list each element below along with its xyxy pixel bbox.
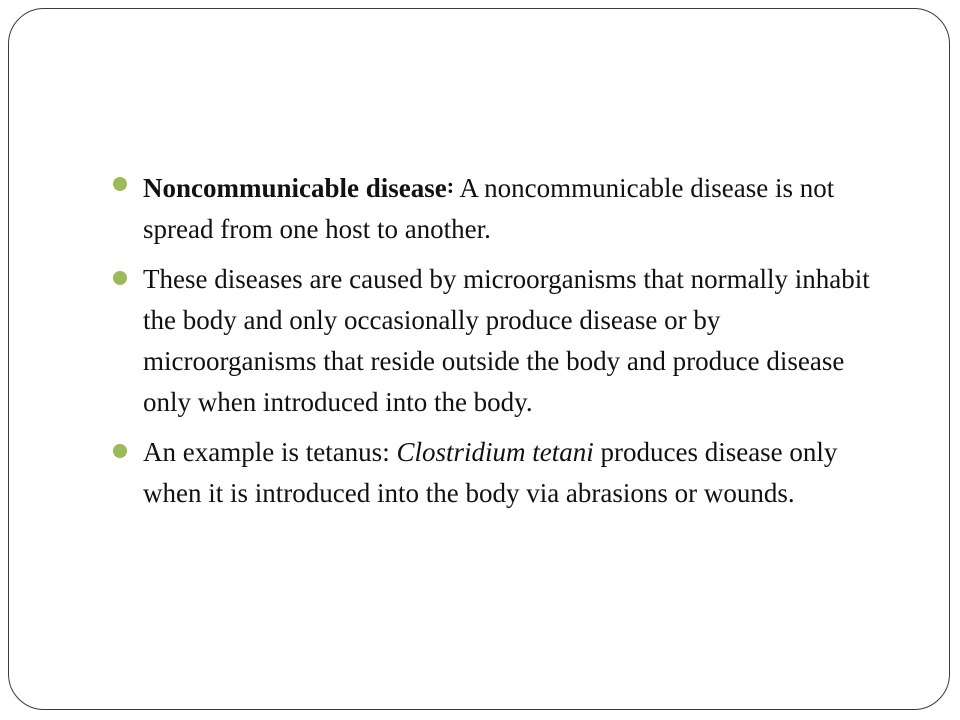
slide	[8, 8, 950, 710]
bullet-text-before: An example is tetanus:	[143, 437, 397, 467]
bullet-item-noncommunicable	[113, 165, 893, 250]
bullet-colon: :	[446, 173, 455, 198]
bullet-dot-icon	[113, 271, 127, 285]
bullet-text-after: produces disease only when it is introduced into the body via abrasions or wounds.	[143, 437, 838, 508]
bullet-item-causes	[113, 259, 893, 423]
bullet-text: A noncommunicable disease is not spread from one host to another.	[143, 173, 835, 244]
organism-name: Clostridium tetani	[396, 437, 594, 467]
bullet-text: These diseases are caused by microorganisms that normally inhabit the body and only occasionally produce disease or by microorganisms that reside outside the body and produce disease only when introduced into the body.	[143, 264, 870, 417]
bullet-dot-icon	[113, 177, 127, 191]
bullet-dot-icon	[113, 444, 127, 458]
bullet-item-example	[113, 432, 893, 514]
bullet-term: Noncommunicable disease	[143, 173, 447, 203]
bullet-list	[113, 165, 893, 523]
